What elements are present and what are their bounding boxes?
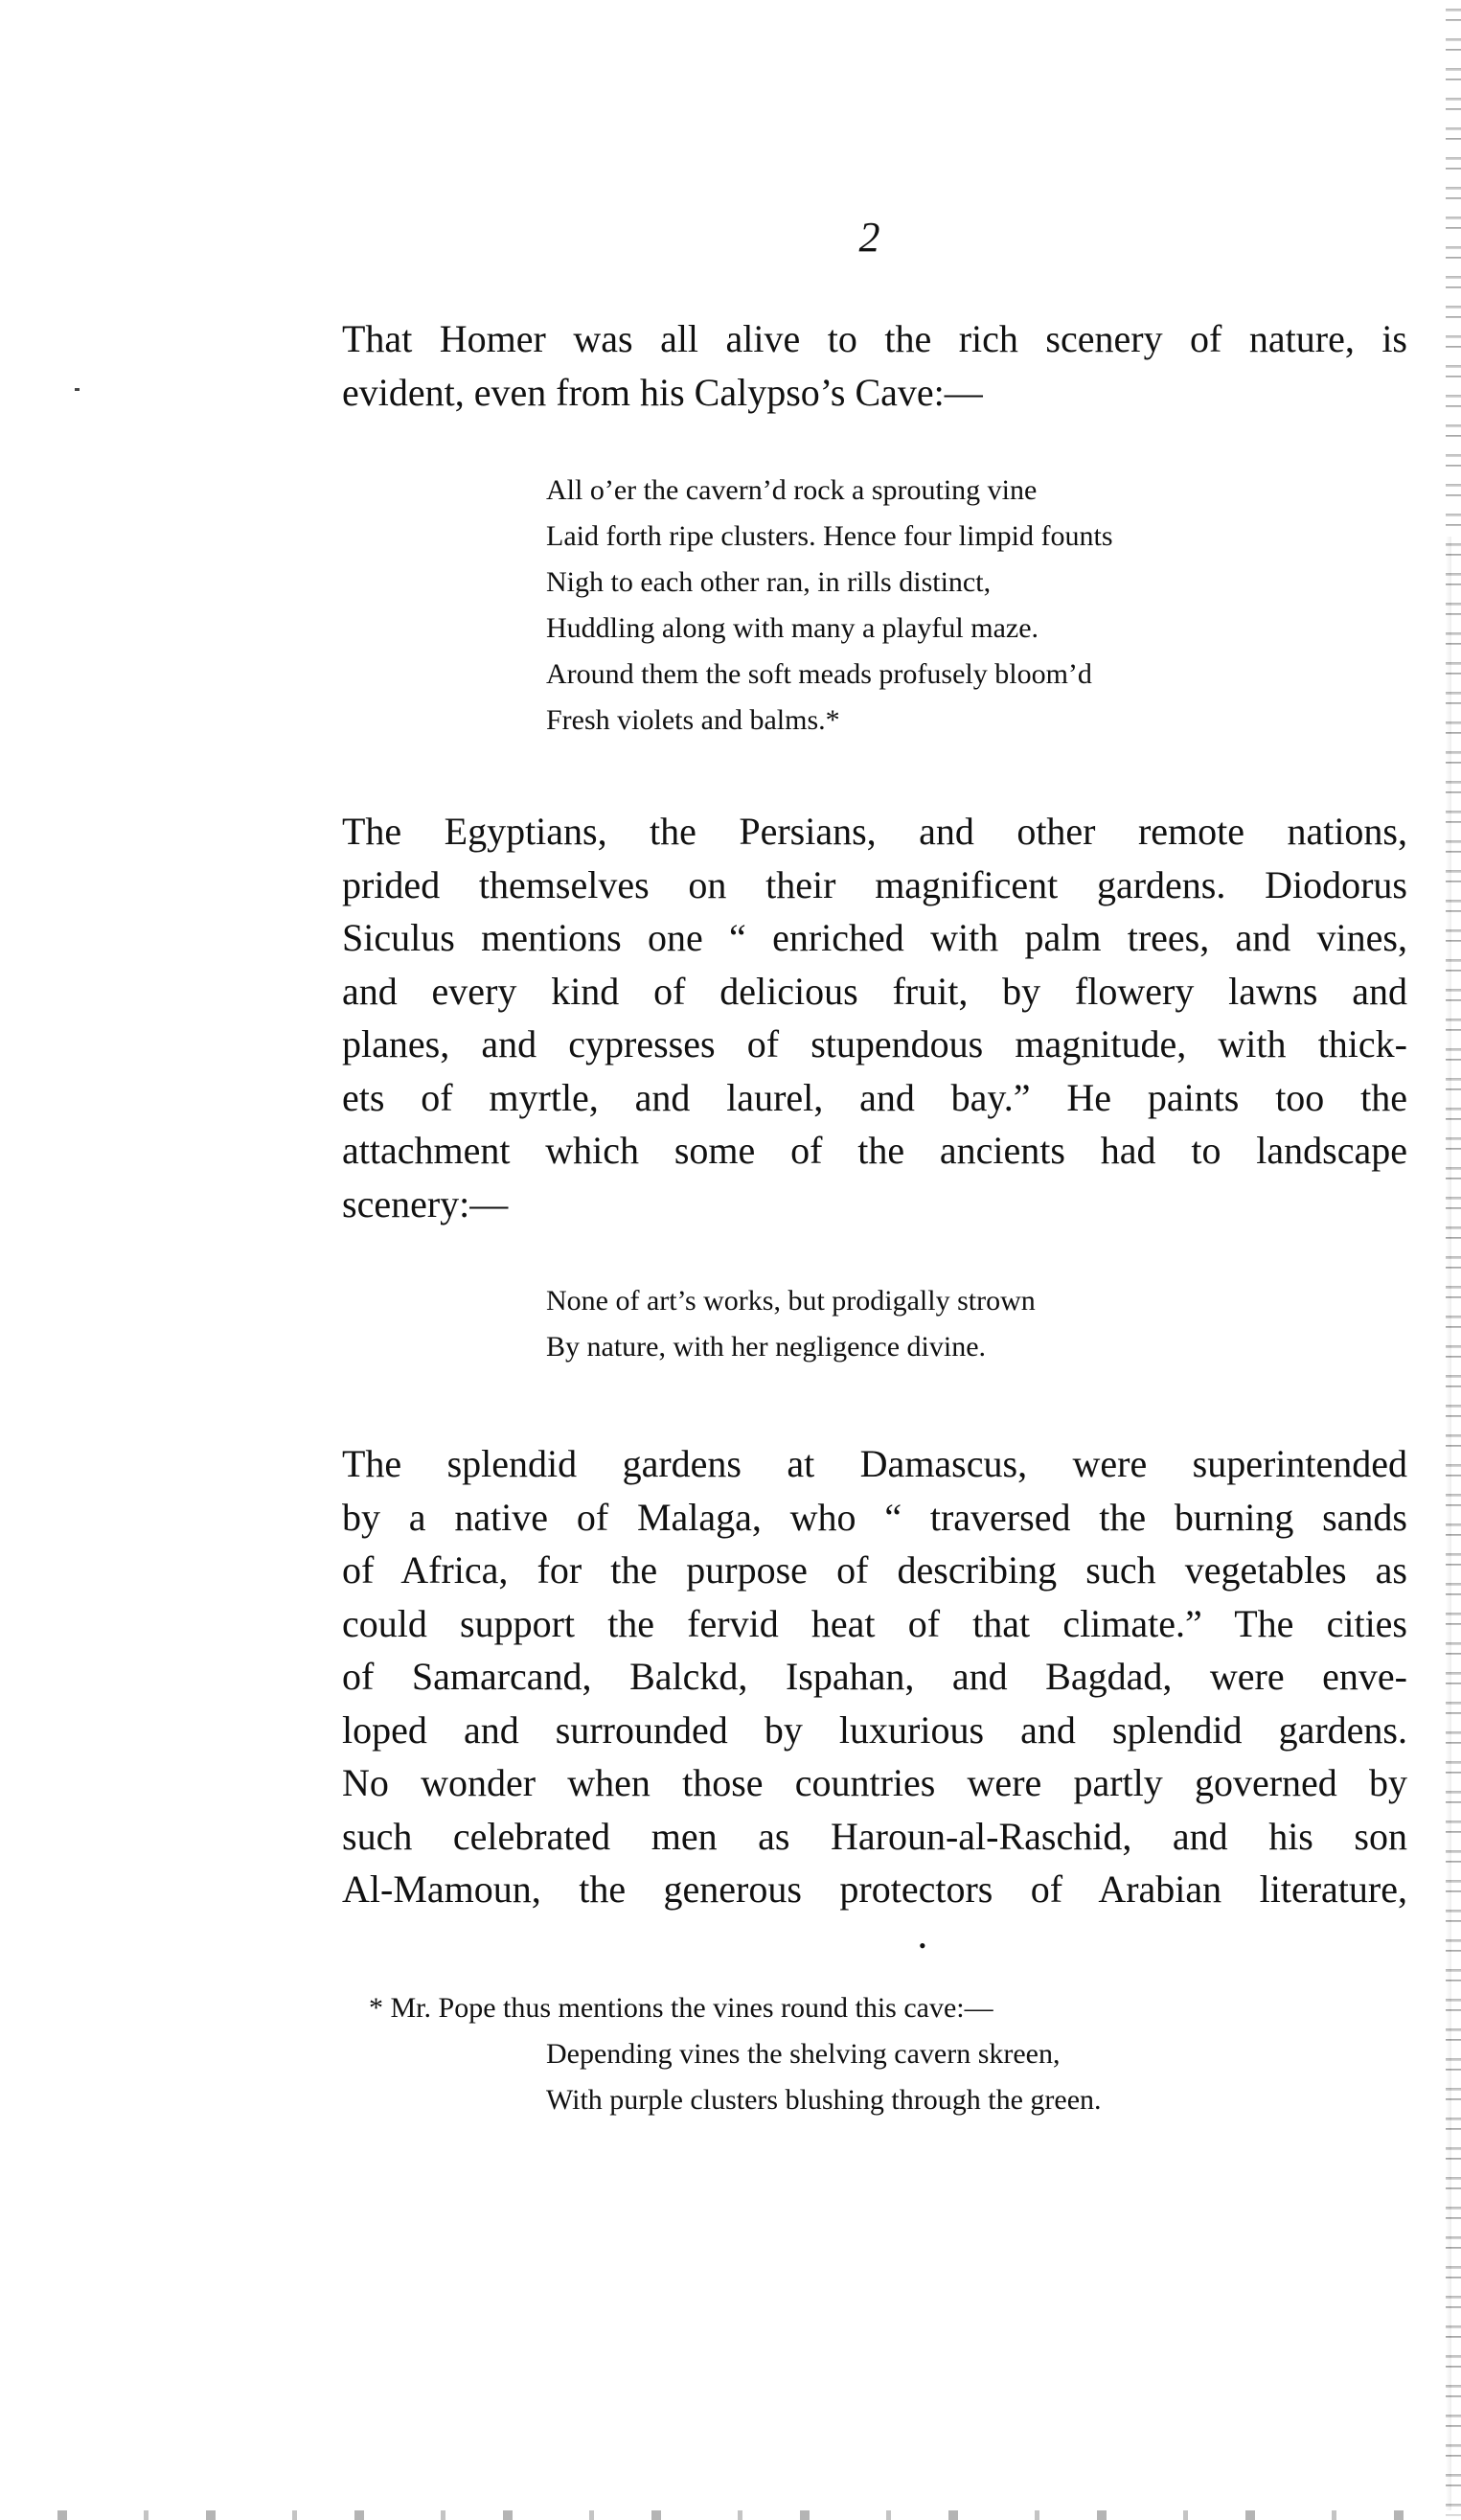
paragraph-line: planes, and cypresses of stupendous magnitude, with thick- [342, 1022, 1407, 1065]
paragraph-homer [342, 312, 1407, 419]
verse-calypso [546, 468, 1113, 744]
verse-nature [546, 1278, 1036, 1370]
paragraph-line: The Egyptians, the Persians, and other remote nations, [342, 810, 1407, 853]
paragraph-line: loped and surrounded by luxurious and splendid gardens. [342, 1707, 1407, 1752]
paragraph-damascus [342, 1437, 1407, 1916]
verse-line: Around them the soft meads profusely bloom’d [546, 658, 1092, 690]
paragraph-line: That Homer was all alive to the rich scenery of nature, is [342, 317, 1407, 360]
page-number: 2 [858, 214, 880, 261]
verse-line: None of art’s works, but prodigally strown [546, 1285, 1036, 1317]
paragraph-egyptians [342, 805, 1407, 1230]
paragraph-line: evident, even from his Calypso’s Cave:— [342, 370, 983, 414]
footnote [369, 1985, 1102, 2123]
paragraph-line: scenery:— [342, 1181, 509, 1226]
paragraph-line: and every kind of delicious fruit, by flowery lawns and [342, 969, 1407, 1013]
paragraph-line: No wonder when those countries were partly governed by [342, 1761, 1407, 1804]
paragraph-line: prided themselves on their magnificent gardens. Diodorus [342, 862, 1407, 906]
verse-line: Laid forth ripe clusters. Hence four limpid founts [546, 520, 1113, 552]
verse-line: All o’er the cavern’d rock a sprouting vine [546, 474, 1038, 506]
paragraph-line: of Samarcand, Balckd, Ispahan, and Bagdad, were enve- [342, 1655, 1407, 1698]
paragraph-line: by a native of Malaga, who “ traversed the burning sands [342, 1495, 1407, 1539]
page-edge [1446, 0, 1461, 2520]
paragraph-line: ets of myrtle, and laurel, and bay.” He paints too the [342, 1075, 1407, 1119]
verse-line: Fresh violets and balms.* [546, 704, 840, 736]
footnote-line: Depending vines the shelving cavern skreen, [546, 2038, 1061, 2070]
verse-line: Huddling along with many a playful maze. [546, 612, 1039, 644]
paragraph-line: The splendid gardens at Damascus, were superintended [342, 1442, 1407, 1485]
signature-mark: • [919, 1934, 926, 1958]
paragraph-line: such celebrated men as Haroun-al-Raschid, and his son [342, 1814, 1407, 1858]
footnote-line: * Mr. Pope thus mentions the vines round this cave:— [369, 1992, 993, 2024]
verse-line: Nigh to each other ran, in rills distinct, [546, 566, 992, 598]
paragraph-line: Siculus mentions one “ enriched with palm trees, and vines, [342, 916, 1407, 959]
paper-speck [75, 388, 80, 391]
paragraph-line: could support the fervid heat of that climate.” The cities [342, 1601, 1407, 1645]
paragraph-line: of Africa, for the purpose of describing such vegetables as [342, 1548, 1407, 1592]
paragraph-line: attachment which some of the ancients had to landscape [342, 1129, 1407, 1172]
paragraph-line: Al-Mamoun, the generous protectors of Arabian literature, [342, 1867, 1407, 1911]
bottom-edge [0, 2510, 1461, 2520]
verse-line: By nature, with her negligence divine. [546, 1331, 987, 1363]
footnote-line: With purple clusters blushing through the green. [546, 2084, 1102, 2116]
